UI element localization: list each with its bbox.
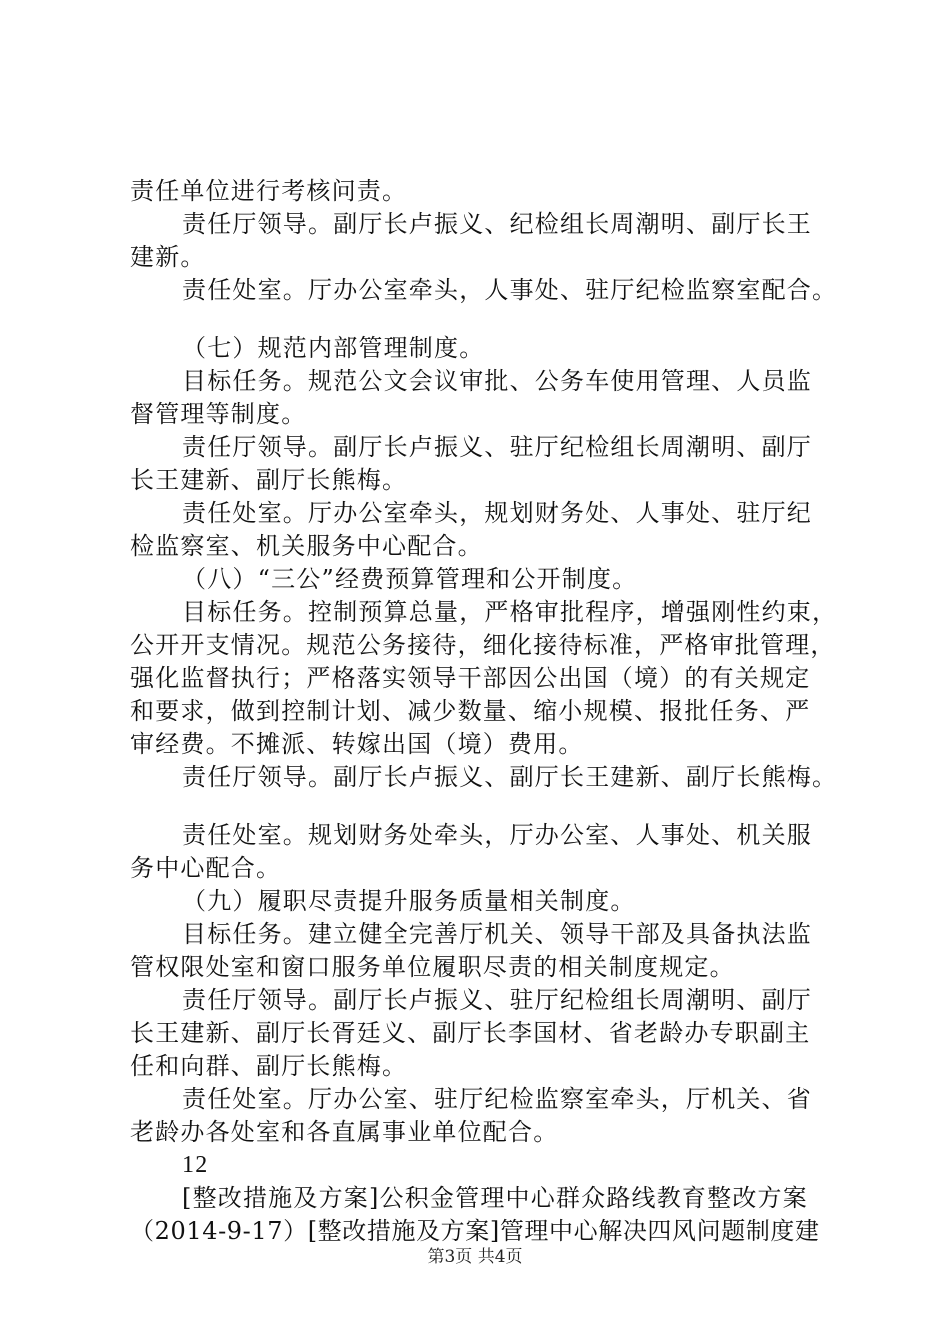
- section-heading: （九）履职尽责提升服务质量相关制度。: [182, 887, 636, 915]
- section-heading: （八）“三公”经费预算管理和公开制度。: [182, 565, 638, 593]
- text-line: 任和向群、副厅长熊梅。: [130, 1052, 408, 1080]
- text-line: 建新。: [130, 243, 206, 271]
- text-line: 责任处室。厅办公室牵头，人事处、驻厅纪检监察室配合。: [182, 276, 838, 304]
- text-line: 老龄办各处室和各直属事业单位配合。: [130, 1118, 559, 1146]
- text-line: 责任处室。厅办公室、驻厅纪检监察室牵头，厅机关、省: [182, 1085, 812, 1113]
- text-line: 务中心配合。: [130, 854, 282, 882]
- text-line: 检监察室、机关服务中心配合。: [130, 532, 483, 560]
- section-heading: （七）规范内部管理制度。: [182, 334, 485, 362]
- text-line: 责任处室。规划财务处牵头，厅办公室、人事处、机关服: [182, 821, 812, 849]
- text-line: 责任厅领导。副厅长卢振义、驻厅纪检组长周潮明、副厅: [182, 986, 812, 1014]
- page-number-inline: 12: [182, 1152, 209, 1178]
- text-line: 责任单位进行考核问责。: [130, 177, 408, 205]
- text-line: 目标任务。规范公文会议审批、公务车使用管理、人员监: [182, 367, 812, 395]
- text-line: 审经费。不摊派、转嫁出国（境）费用。: [130, 730, 584, 758]
- text-line: 公开开支情况。规范公务接待，细化接待标准，严格审批管理，: [130, 631, 836, 659]
- text-line: 责任处室。厅办公室牵头，规划财务处、人事处、驻厅纪: [182, 499, 812, 527]
- text-line: 和要求，做到控制计划、减少数量、缩小规模、报批任务、严: [130, 697, 811, 725]
- text-line: [整改措施及方案]公积金管理中心群众路线教育整改方案: [182, 1184, 808, 1212]
- text-line: 责任厅领导。副厅长卢振义、驻厅纪检组长周潮明、副厅: [182, 433, 812, 461]
- text-line: （2014-9-17）[整改措施及方案]管理中心解决四风问题制度建: [130, 1217, 820, 1245]
- text-line: 强化监督执行；严格落实领导干部因公出国（境）的有关规定: [130, 664, 811, 692]
- text-line: 管权限处室和窗口服务单位履职尽责的相关制度规定。: [130, 953, 735, 981]
- text-line: 责任厅领导。副厅长卢振义、纪检组长周潮明、副厅长王: [182, 210, 812, 238]
- text-line: 长王建新、副厅长胥廷义、副厅长李国材、省老龄办专职副主: [130, 1019, 811, 1047]
- text-line: 目标任务。控制预算总量，严格审批程序，增强刚性约束，: [182, 598, 838, 626]
- text-line: 责任厅领导。副厅长卢振义、副厅长王建新、副厅长熊梅。: [182, 763, 838, 791]
- text-line: 督管理等制度。: [130, 400, 307, 428]
- text-line: 长王建新、副厅长熊梅。: [130, 466, 408, 494]
- page-footer: 第3页 共4页: [427, 1247, 523, 1267]
- text-line: 目标任务。建立健全完善厅机关、领导干部及具备执法监: [182, 920, 812, 948]
